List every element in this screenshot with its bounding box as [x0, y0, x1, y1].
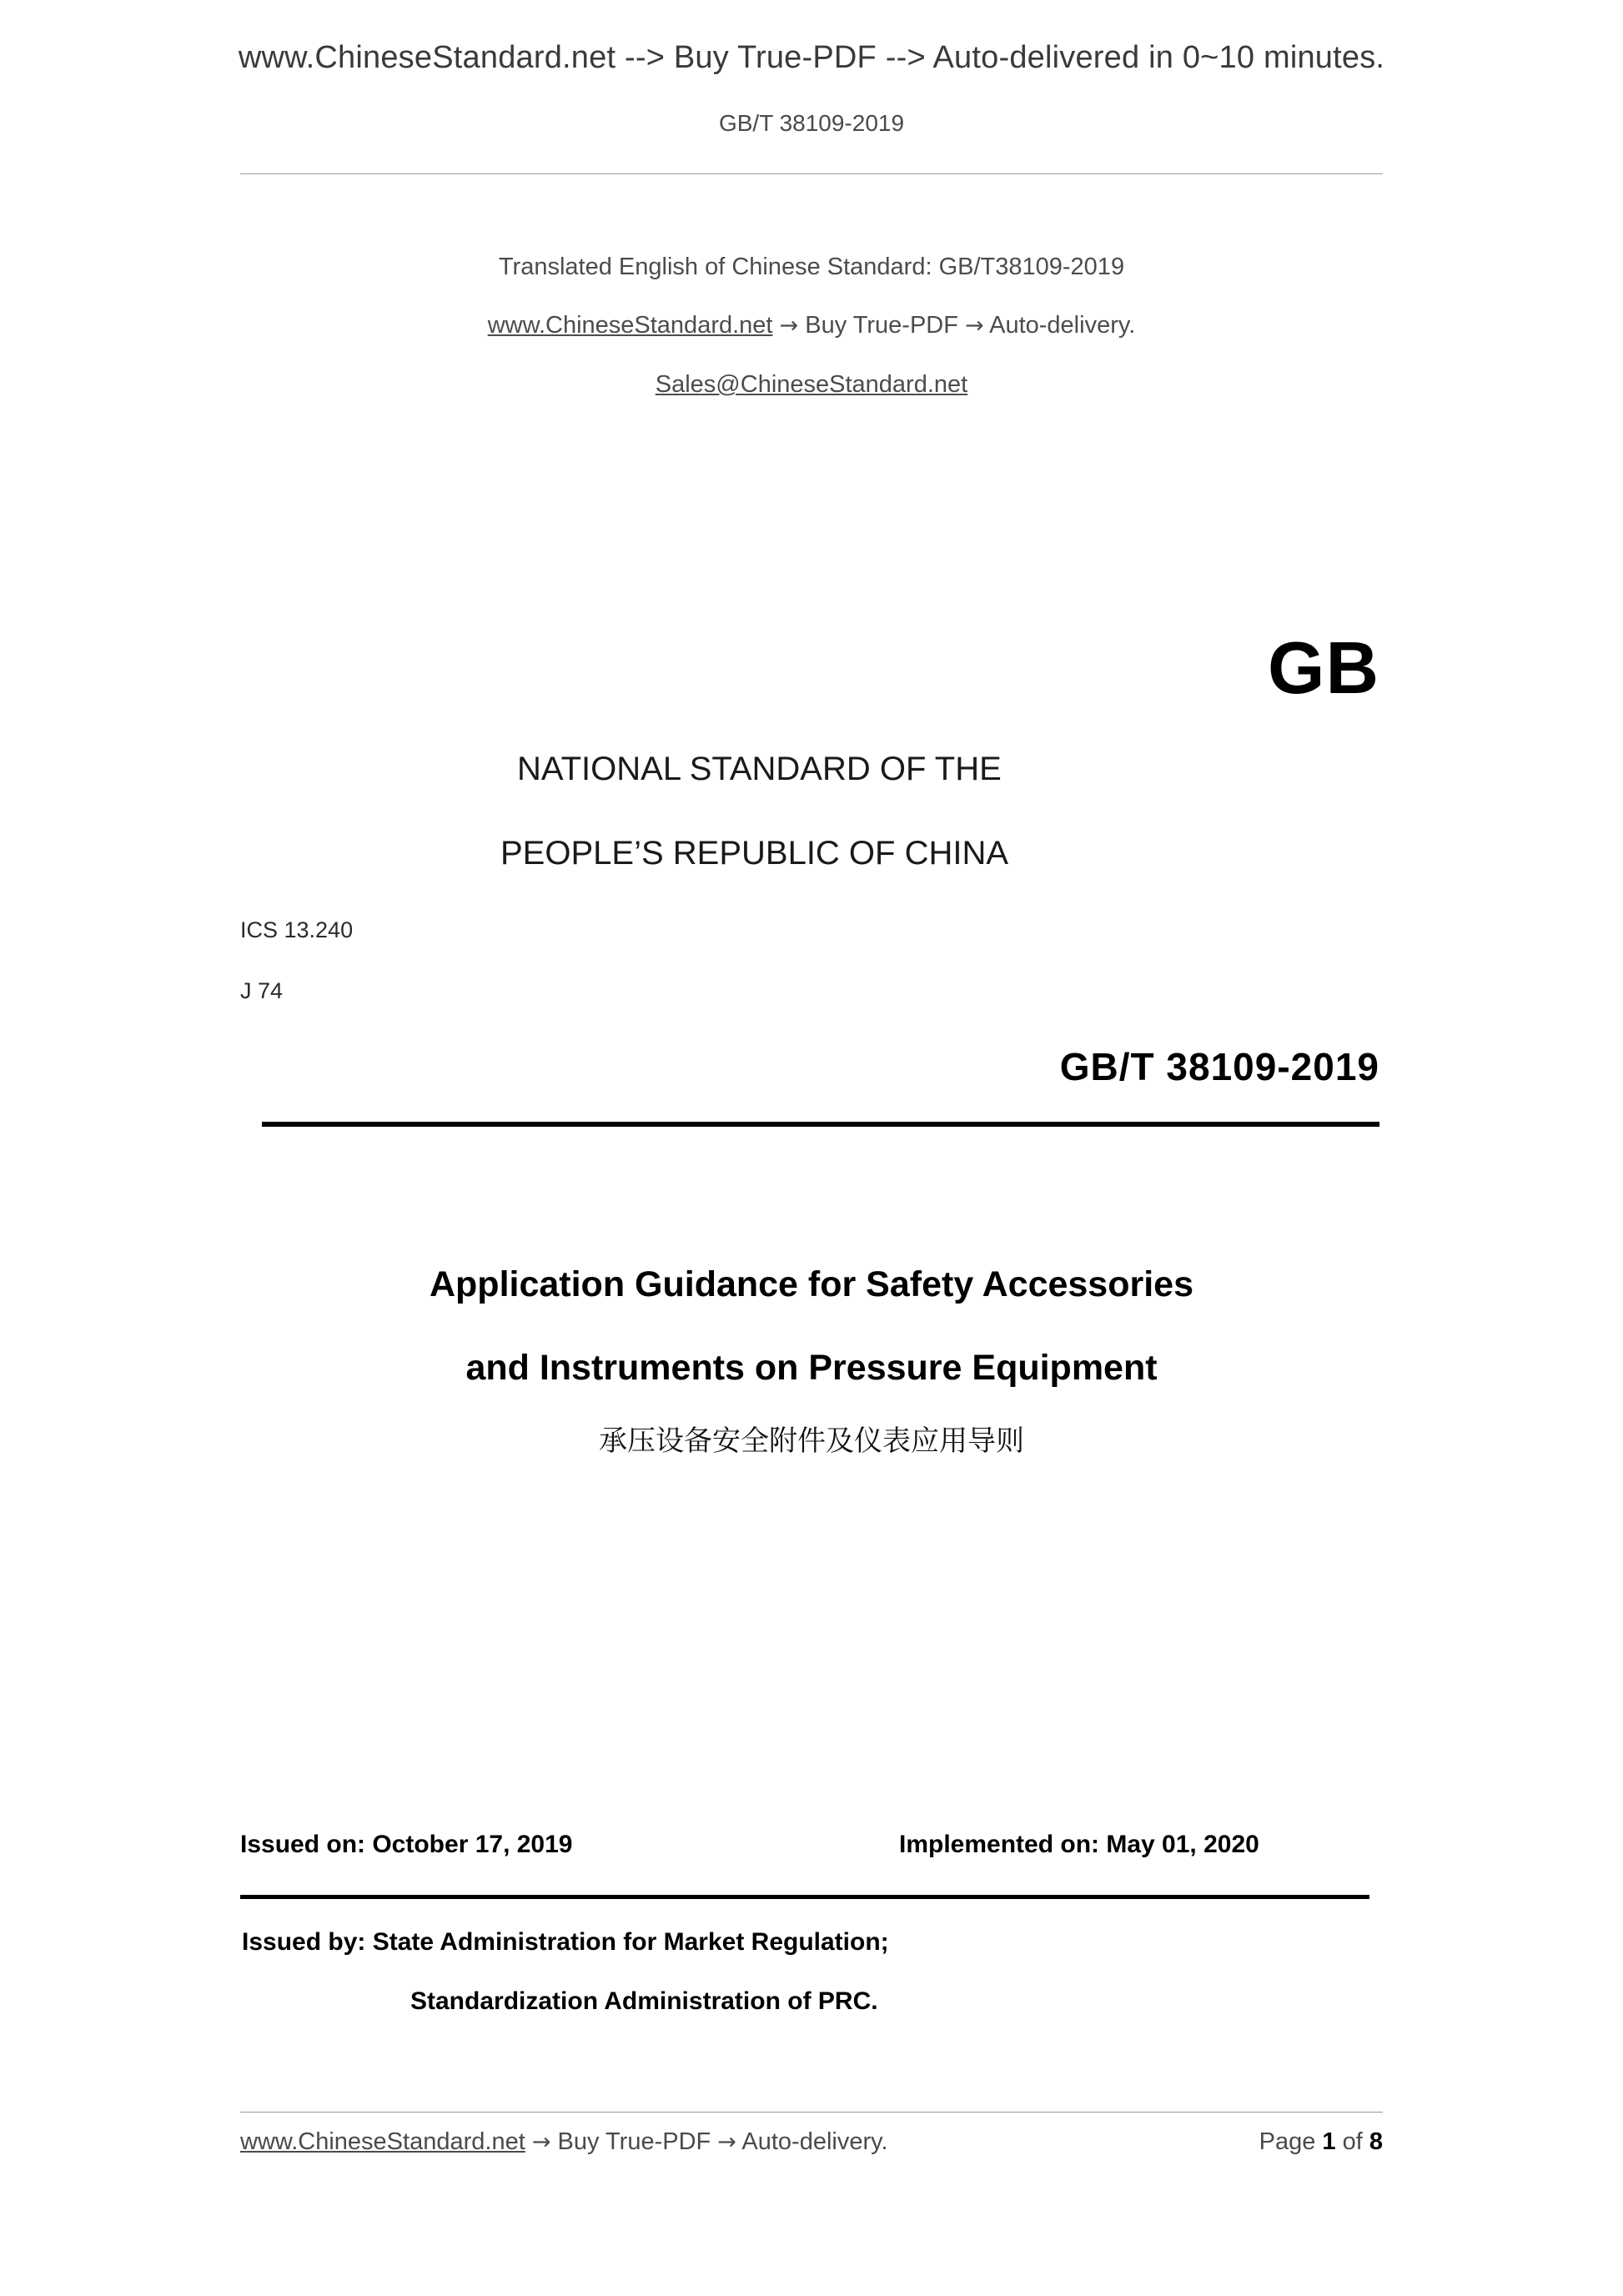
page-indicator — [1259, 2128, 1383, 2156]
implemented-on-date: Implemented on: May 01, 2020 — [899, 1831, 1259, 1858]
intro-site-link[interactable]: www.ChineseStandard.net — [487, 312, 773, 339]
footer-links — [240, 2128, 888, 2156]
document-title-line-1: Application Guidance for Safety Accessories — [429, 1264, 1194, 1304]
total-pages: 8 — [1369, 2128, 1383, 2155]
footer-delivery-label: Auto-delivery. — [741, 2128, 888, 2155]
document-title-chinese: 承压设备安全附件及仪表应用导则 — [599, 1424, 1024, 1458]
of-word: of — [1342, 2128, 1363, 2155]
footer-site-link[interactable]: www.ChineseStandard.net — [240, 2128, 525, 2155]
issued-on-date: Issued on: October 17, 2019 — [240, 1831, 573, 1858]
intro-email-link[interactable]: Sales@ChineseStandard.net — [655, 371, 968, 398]
national-standard-line-1: NATIONAL STANDARD OF THE — [517, 751, 1002, 787]
arrow-icon: → — [779, 313, 799, 339]
gb-mark: GB — [1268, 626, 1379, 709]
intro-email-line — [0, 355, 1623, 414]
intro-delivery-label: Auto-delivery. — [989, 312, 1136, 339]
arrow-icon-2: → — [965, 313, 984, 339]
intro-buy-label: Buy True-PDF — [805, 312, 958, 339]
classification-code: J 74 — [240, 978, 284, 1003]
page-footer — [240, 2128, 1383, 2170]
document-title-line-2: and Instruments on Pressure Equipment — [465, 1348, 1158, 1388]
promo-banner: www.ChineseStandard.net --> Buy True-PDF --> Auto-delivered in 0~10 minutes. — [238, 40, 1385, 75]
intro-block — [0, 238, 1623, 414]
title-divider-top — [262, 1122, 1379, 1127]
issued-by-line-1: Issued by: State Administration for Market Regulation; — [242, 1928, 889, 1956]
dates-divider — [240, 1895, 1369, 1899]
ics-code: ICS 13.240 — [240, 917, 354, 942]
cover-standard-number: GB/T 38109-2019 — [1059, 1045, 1379, 1088]
intro-translated-line: Translated English of Chinese Standard: GB/T38109-2019 — [498, 254, 1125, 280]
page-number: 1 — [1322, 2128, 1336, 2155]
page-word: Page — [1259, 2128, 1316, 2155]
footer-divider — [240, 2112, 1383, 2113]
header-standard-number: GB/T 38109-2019 — [718, 110, 905, 136]
issued-by-line-2: Standardization Administration of PRC. — [410, 1987, 878, 2015]
intro-links-line — [0, 296, 1623, 355]
header-divider — [240, 173, 1383, 174]
national-standard-line-2: PEOPLE’S REPUBLIC OF CHINA — [500, 835, 1009, 872]
arrow-icon-3: → — [531, 2129, 551, 2155]
footer-buy-label: Buy True-PDF — [557, 2128, 711, 2155]
document-title — [0, 1243, 1623, 1409]
arrow-icon-4: → — [717, 2129, 736, 2155]
